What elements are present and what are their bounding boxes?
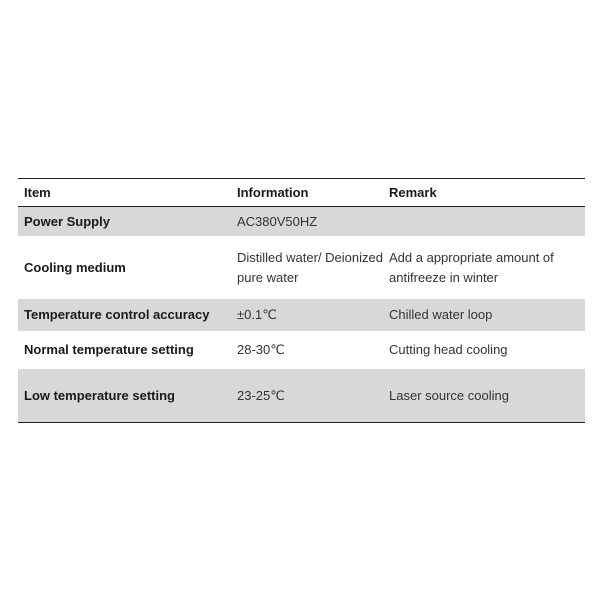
table-row (18, 299, 585, 331)
row-remark: Add a appropriate amount of antifreeze in winter (389, 249, 554, 285)
row-information: AC380V50HZ (237, 213, 318, 229)
row-remark: Laser source cooling (389, 387, 509, 403)
table-header-row (18, 179, 585, 207)
row-item: Cooling medium (24, 259, 126, 275)
row-information: Distilled water/ Deionized pure water (237, 249, 383, 285)
row-item: Normal temperature setting (24, 342, 194, 357)
header-remark: Remark (389, 184, 437, 200)
row-item: Power Supply (24, 213, 110, 229)
header-information: Information (237, 184, 309, 200)
table-row (18, 369, 585, 422)
row-information: 28-30℃ (237, 342, 285, 357)
header-item: Item (24, 184, 51, 200)
spec-table (18, 178, 585, 423)
table-row (18, 236, 585, 299)
row-remark: Cutting head cooling (389, 342, 508, 357)
row-item: Temperature control accuracy (24, 307, 210, 322)
row-item: Low temperature setting (24, 387, 175, 403)
table-row (18, 331, 585, 369)
table-row (18, 207, 585, 236)
row-information: ±0.1℃ (237, 307, 277, 322)
row-information: 23-25℃ (237, 387, 285, 403)
row-remark: Chilled water loop (389, 307, 493, 322)
